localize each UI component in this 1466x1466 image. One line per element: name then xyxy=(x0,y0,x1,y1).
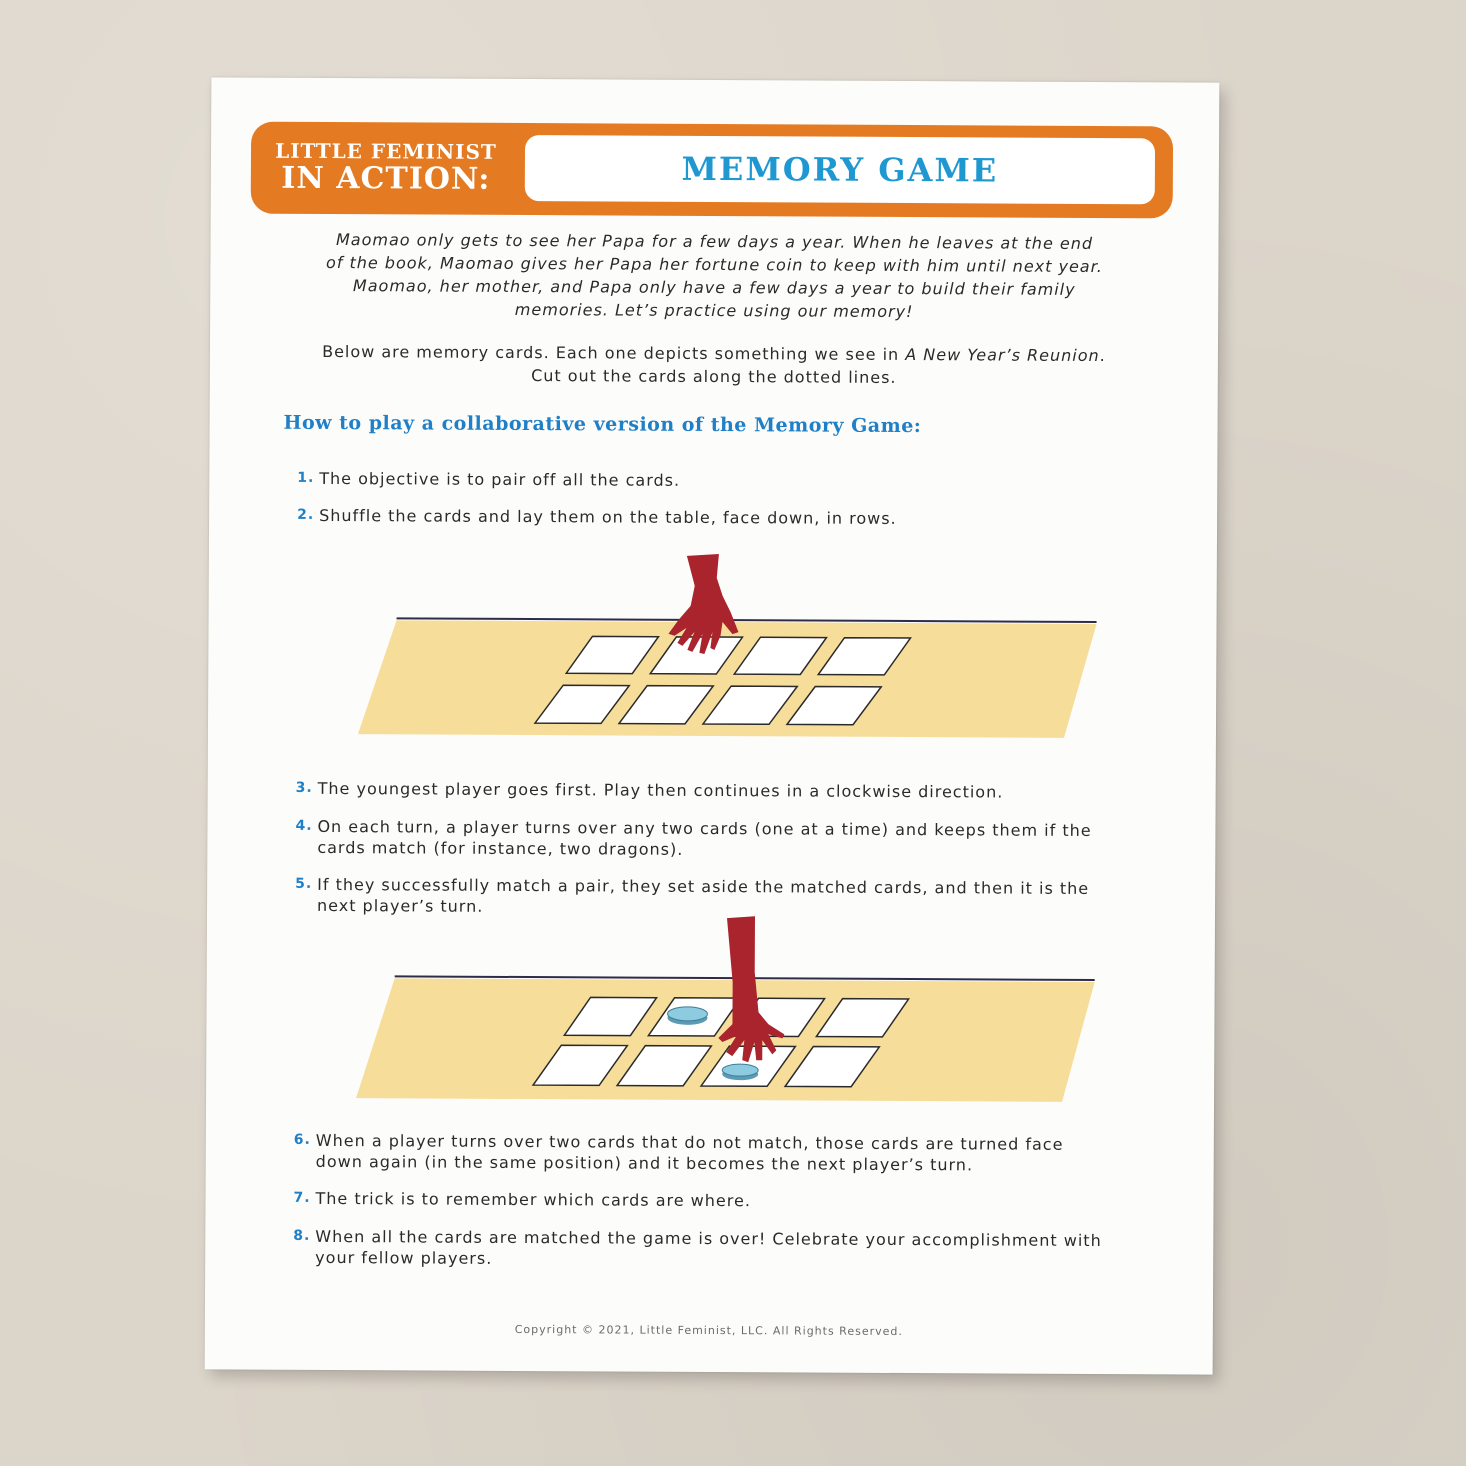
step-number: 2. xyxy=(297,506,315,523)
book-title: A New Year’s Reunion xyxy=(905,345,1100,366)
step-number: 5. xyxy=(295,875,313,892)
worksheet-page xyxy=(205,77,1220,1374)
step-text: The objective is to pair off all the cards. xyxy=(319,468,681,490)
step-item xyxy=(297,505,1179,531)
header-banner xyxy=(251,122,1173,219)
intro-line: of the book, Maomao gives her Papa her fortune coin to keep with him until next year. xyxy=(325,252,1103,277)
step-number: 4. xyxy=(295,817,313,834)
series-label-line1: LITTLE FEMINIST xyxy=(275,138,497,164)
step-text-line: next player’s turn. xyxy=(317,895,484,916)
step-item xyxy=(295,778,1178,804)
cards-instruction-text: Below are memory cards. Each one depicts something we see in xyxy=(322,341,906,365)
cards-instruction-period: . xyxy=(1099,346,1106,366)
step-text: The trick is to remember which cards are where. xyxy=(315,1188,751,1211)
step-text: The youngest player goes first. Play then continues in a clockwise direction. xyxy=(317,778,1004,802)
intro-paragraph xyxy=(310,228,1118,324)
cards-instruction-line1 xyxy=(290,340,1138,367)
cards-instruction-line2: Cut out the cards along the dotted lines. xyxy=(531,366,897,387)
intro-line: memories. Let’s practice using our memory! xyxy=(514,299,914,322)
step-text: Shuffle the cards and lay them on the table, face down, in rows. xyxy=(319,505,897,528)
step-text-line: On each turn, a player turns over any two cards (one at a time) and keeps them if the xyxy=(317,816,1092,840)
series-label-line2: IN ACTION: xyxy=(281,160,491,197)
step-number: 6. xyxy=(293,1131,311,1148)
step-item xyxy=(295,816,1177,863)
intro-line: Maomao only gets to see her Papa for a few days a year. When he leaves at the end xyxy=(335,230,1094,253)
step-item xyxy=(297,468,1179,494)
illustration-table-cards xyxy=(208,547,1217,752)
step-number: 1. xyxy=(297,469,315,486)
step-text-line: If they successfully match a pair, they set aside the matched cards, and then it is the xyxy=(317,874,1090,898)
step-text-line: When a player turns over two cards that do not match, those cards are turned face xyxy=(315,1130,1064,1154)
page-title: MEMORY GAME xyxy=(525,135,1155,204)
step-text-line: cards match (for instance, two dragons). xyxy=(317,837,684,859)
cards-instruction xyxy=(290,340,1138,390)
step-item xyxy=(293,1226,1175,1273)
step-number: 8. xyxy=(293,1227,311,1244)
step-item xyxy=(293,1188,1175,1214)
step-item xyxy=(293,1130,1176,1177)
illustration-table-coins xyxy=(206,909,1215,1114)
copyright-notice: Copyright © 2021, Little Feminist, LLC. All Rights Reserved. xyxy=(514,1322,903,1339)
section-heading: How to play a collaborative version of the Memory Game: xyxy=(283,411,922,438)
step-text-line: When all the cards are matched the game is over! Celebrate your accomplishment with xyxy=(315,1226,1102,1251)
step-number: 3. xyxy=(295,779,313,796)
coin-icon xyxy=(722,1064,758,1080)
step-number: 7. xyxy=(293,1189,311,1206)
series-label xyxy=(251,122,521,215)
coin-icon xyxy=(667,1007,707,1025)
step-text-line: your fellow players. xyxy=(315,1247,493,1268)
intro-line: Maomao, her mother, and Papa only have a few days a year to build their family xyxy=(352,276,1076,299)
step-text-line: down again (in the same position) and it becomes the next player’s turn. xyxy=(315,1151,974,1175)
